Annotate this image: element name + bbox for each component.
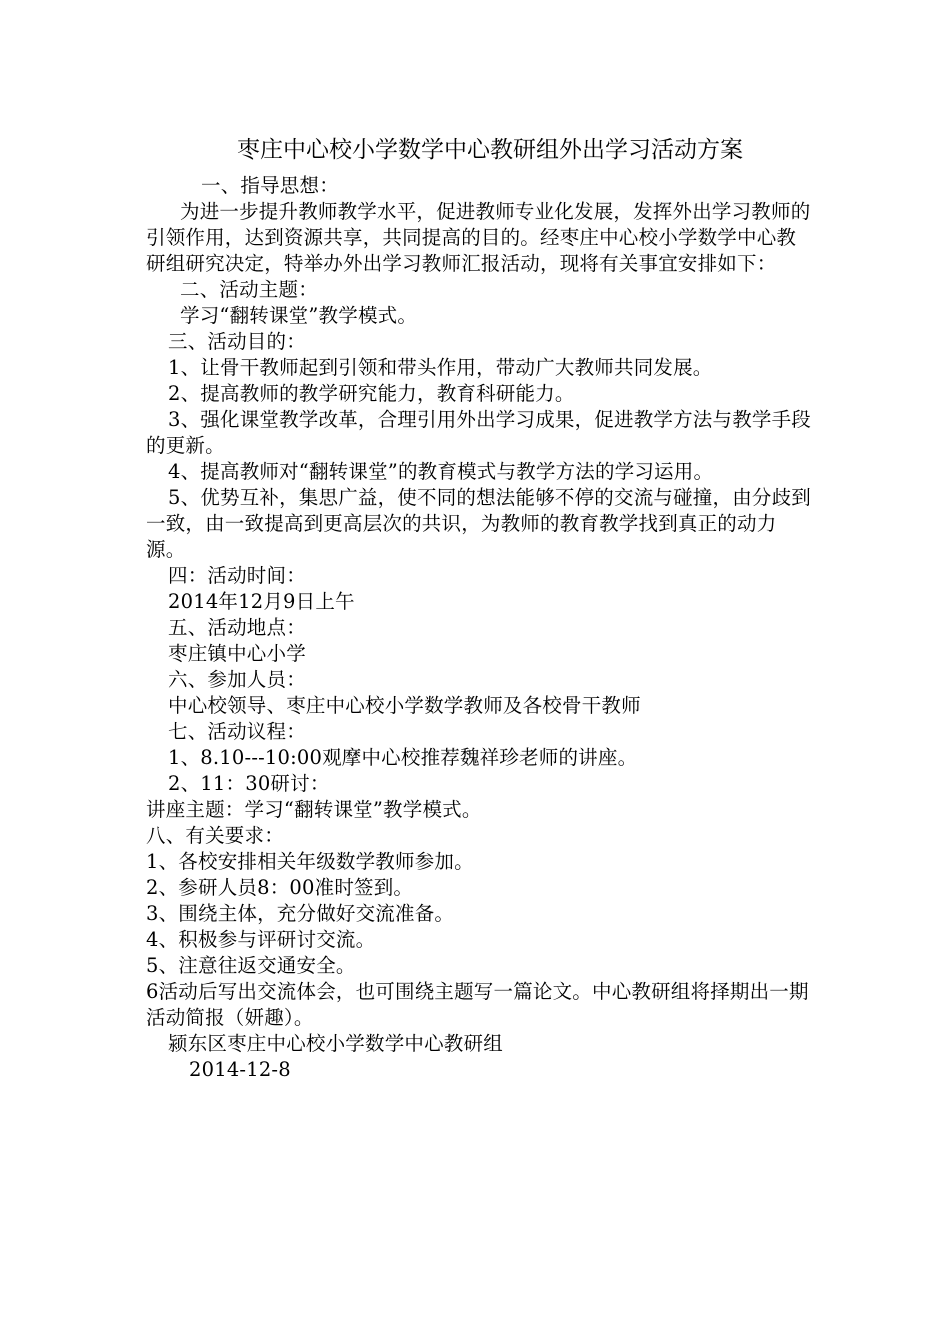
list-item-requirement-5: 5、注意往返交通安全。 [146,954,356,977]
section-heading-purpose: 三、活动目的： [168,330,306,353]
list-item-requirement-4: 4、积极参与评研讨交流。 [146,928,376,951]
list-item-requirement-1: 1、各校安排相关年级数学教师参加。 [146,850,474,873]
section-heading-guiding-ideology: 一、指导思想： [201,174,339,197]
list-item-agenda-2: 2、11：30研讨： [168,772,330,795]
paragraph-lecture-theme: 讲座主题：学习“翻转课堂”教学模式。 [146,798,482,821]
signature-organization: 颍东区枣庄中心校小学数学中心教研组 [168,1032,503,1055]
paragraph-time: 2014年12月9日上午 [168,590,355,613]
paragraph-participants: 中心校领导、枣庄中心校小学数学教师及各校骨干教师 [168,694,641,717]
signature-date: 2014-12-8 [189,1058,291,1081]
section-heading-participants: 六、参加人员： [168,668,306,691]
section-heading-requirements: 八、有关要求： [146,824,284,847]
document-body [146,173,811,1083]
list-item-purpose-5: 5、优势互补，集思广益，使不同的想法能够不停的交流与碰撞，由分歧到一致，由一致提高到更高层次的共识，为教师的教育教学找到真正的动力源。 [146,486,812,561]
list-item-purpose-3: 3、强化课堂教学改革，合理引用外出学习成果，促进教学方法与教学手段的更新。 [146,408,812,457]
section-heading-location: 五、活动地点： [168,616,306,639]
list-item-purpose-1: 1、让骨干教师起到引领和带头作用，带动广大教师共同发展。 [168,356,713,379]
list-item-purpose-2: 2、提高教师的教学研究能力，教育科研能力。 [168,382,575,405]
list-item-purpose-4: 4、提高教师对“翻转课堂”的教育模式与教学方法的学习运用。 [168,460,714,483]
paragraph-theme: 学习“翻转课堂”教学模式。 [180,304,418,327]
list-item-requirement-2: 2、参研人员8：00准时签到。 [146,876,414,899]
paragraph-intro: 为进一步提升教师教学水平，促进教师专业化发展，发挥外出学习教师的引领作用，达到资源共享，共同提高的目的。经枣庄中心校小学数学中心教研组研究决定，特举办外出学习教师汇报活动，现将有关事宜安排如下： [146,200,811,275]
section-heading-agenda: 七、活动议程： [168,720,306,743]
document-title: 枣庄中心校小学数学中心教研组外出学习活动方案 [237,137,743,163]
section-heading-time: 四：活动时间： [168,564,306,587]
list-item-requirement-6: 6活动后写出交流体会，也可围绕主题写一篇论文。中心教研组将择期出一期活动简报（妍趣）。 [146,980,809,1029]
list-item-requirement-3: 3、围绕主体，充分做好交流准备。 [146,902,455,925]
list-item-agenda-1: 1、8.10---10:00观摩中心校推荐魏祥珍老师的讲座。 [168,746,638,769]
section-heading-theme: 二、活动主题： [180,278,318,301]
paragraph-location: 枣庄镇中心小学 [168,642,306,665]
